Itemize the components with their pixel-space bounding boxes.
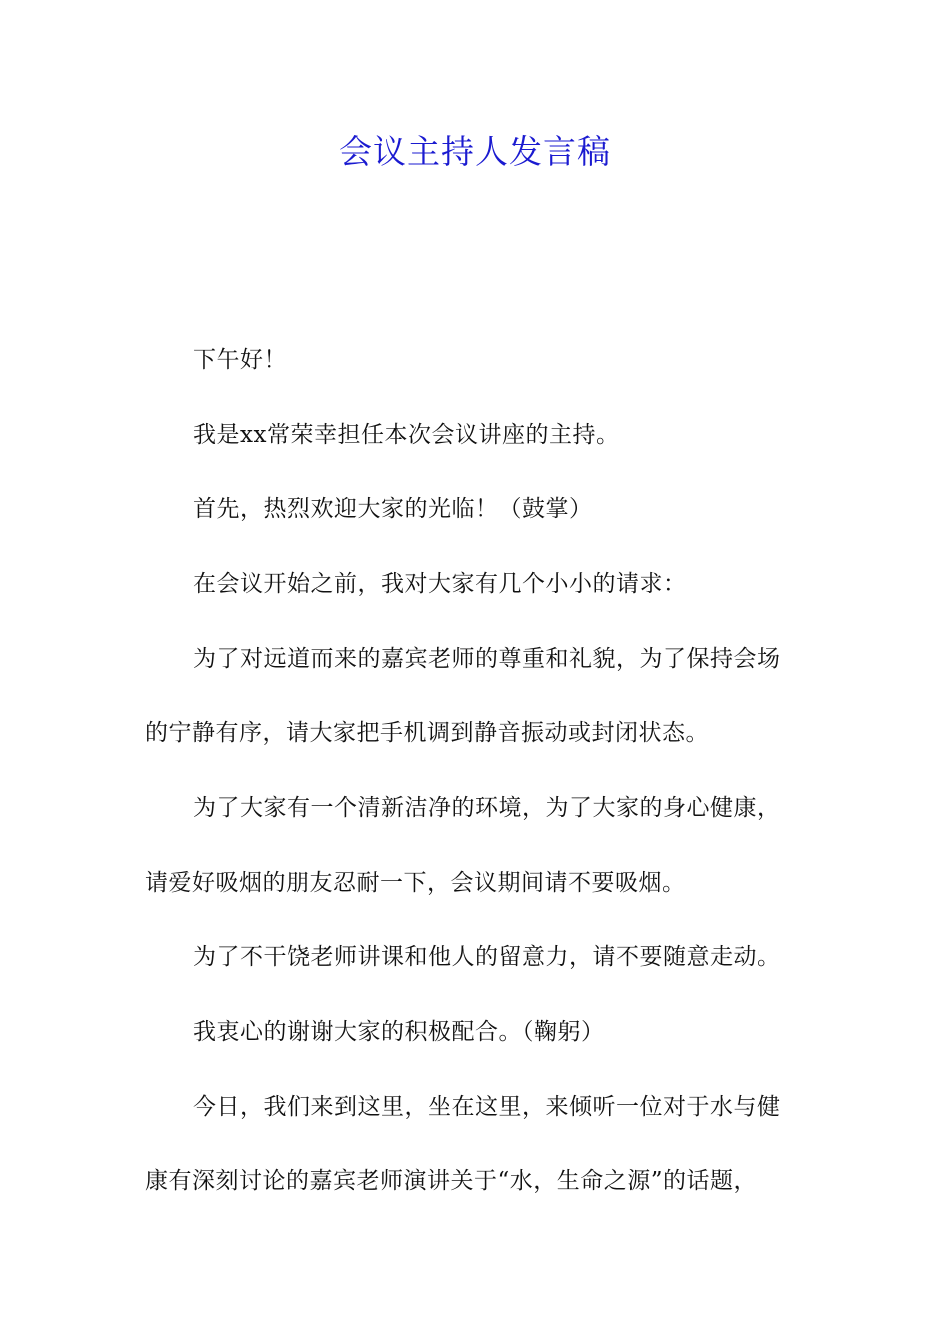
paragraph-line: 为了对远道而来的嘉宾老师的尊重和礼貌，为了保持会场 [193,646,781,672]
paragraph-line: 在会议开始之前，我对大家有几个小小的请求： [193,571,687,597]
paragraph-line: 的宁静有序，请大家把手机调到静音振动或封闭状态。 [145,720,709,746]
paragraph-line: 首先，热烈欢迎大家的光临！（鼓掌） [193,496,593,522]
paragraph-line: 下午好！ [193,347,287,373]
document-title: 会议主持人发言稿 [339,132,611,171]
paragraph-line: 今日，我们来到这里，坐在这里，来倾听一位对于水与健 [193,1094,781,1120]
paragraph-line: 康有深刻讨论的嘉宾老师演讲关于“水，生命之源”的话题， [145,1168,758,1194]
paragraph-line: 我是xx常荣幸担任本次会议讲座的主持。 [193,422,620,448]
paragraph-line: 我衷心的谢谢大家的积极配合。（鞠躬） [193,1019,605,1045]
paragraph-line: 请爱好吸烟的朋友忍耐一下，会议期间请不要吸烟。 [145,870,686,896]
paragraph-line: 为了不干饶老师讲课和他人的留意力，请不要随意走动。 [193,944,781,970]
paragraph-line: 为了大家有一个清新洁净的环境，为了大家的身心健康， [193,795,781,821]
